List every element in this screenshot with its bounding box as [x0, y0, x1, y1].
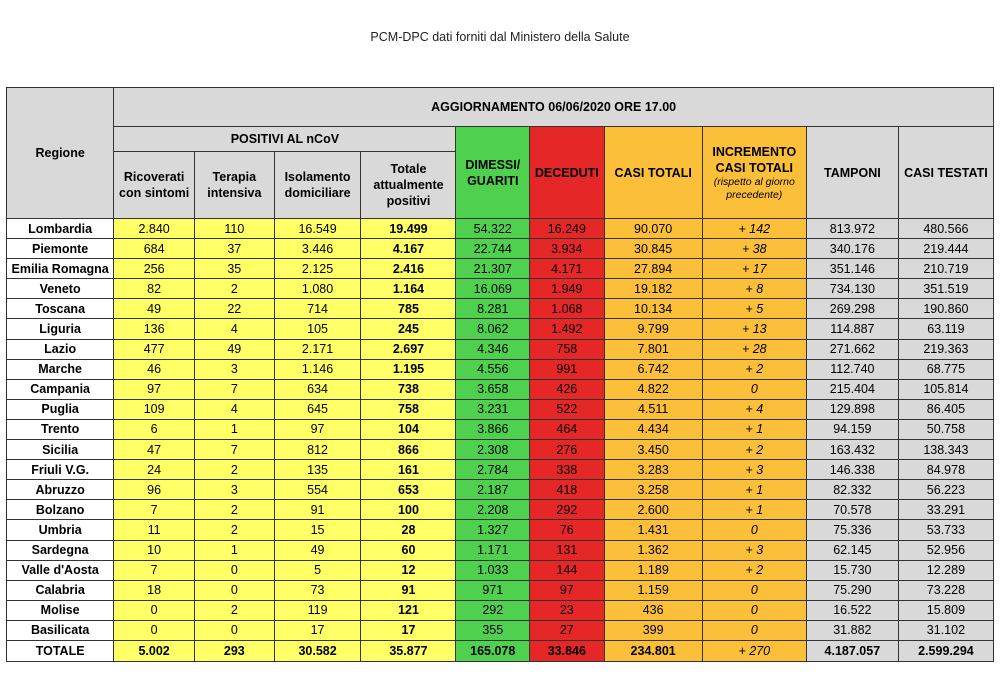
cell-isolamento: 91: [274, 500, 361, 520]
cell-deceduti: 144: [530, 560, 605, 580]
cell-tamponi: 4.187.057: [806, 640, 898, 661]
cell-totale-positivi: 91: [361, 580, 456, 600]
cell-deceduti: 292: [530, 500, 605, 520]
cell-ricoverati: 10: [114, 540, 195, 560]
cell-casi-testati: 15.809: [898, 600, 993, 620]
cell-incremento: 0: [702, 520, 806, 540]
header-casi-testati: CASI TESTATI: [898, 127, 993, 219]
cell-terapia: 22: [194, 299, 274, 319]
cell-regione: Liguria: [7, 319, 114, 339]
cell-casi-totali: 2.600: [604, 500, 702, 520]
table-row: [7, 460, 994, 480]
cell-regione: Piemonte: [7, 239, 114, 259]
cell-totale-positivi: 2.697: [361, 339, 456, 359]
cell-terapia: 2: [194, 500, 274, 520]
cell-ricoverati: 11: [114, 520, 195, 540]
table-row: [7, 500, 994, 520]
header-incremento-title: INCREMENTO CASI TOTALI: [712, 144, 797, 175]
cell-dimessi: 355: [456, 620, 530, 640]
cell-deceduti: 464: [530, 419, 605, 439]
cell-terapia: 1: [194, 419, 274, 439]
table-row: [7, 480, 994, 500]
cell-incremento: + 13: [702, 319, 806, 339]
table-row: [7, 319, 994, 339]
cell-regione: Emilia Romagna: [7, 259, 114, 279]
cell-incremento: + 4: [702, 399, 806, 419]
cell-casi-testati: 68.775: [898, 359, 993, 379]
header-casi-totali: CASI TOTALI: [604, 127, 702, 219]
cell-regione: Basilicata: [7, 620, 114, 640]
cell-casi-totali: 4.511: [604, 399, 702, 419]
cell-incremento: 0: [702, 580, 806, 600]
cell-dimessi: 971: [456, 580, 530, 600]
cell-terapia: 4: [194, 319, 274, 339]
table-row: [7, 600, 994, 620]
cell-isolamento: 105: [274, 319, 361, 339]
cell-casi-testati: 33.291: [898, 500, 993, 520]
cell-dimessi: 54.322: [456, 219, 530, 239]
cell-ricoverati: 18: [114, 580, 195, 600]
cell-casi-totali: 1.159: [604, 580, 702, 600]
cell-regione: Bolzano: [7, 500, 114, 520]
cell-terapia: 4: [194, 399, 274, 419]
cell-tamponi: 75.290: [806, 580, 898, 600]
cell-terapia: 1: [194, 540, 274, 560]
cell-incremento: + 1: [702, 419, 806, 439]
cell-terapia: 3: [194, 359, 274, 379]
table-row: [7, 419, 994, 439]
cell-tamponi: 112.740: [806, 359, 898, 379]
cell-isolamento: 119: [274, 600, 361, 620]
cell-regione: Veneto: [7, 279, 114, 299]
cell-incremento: + 2: [702, 359, 806, 379]
cell-casi-totali: 30.845: [604, 239, 702, 259]
cell-totale-positivi: 104: [361, 419, 456, 439]
cell-regione: Lazio: [7, 339, 114, 359]
cell-casi-totali: 27.894: [604, 259, 702, 279]
cell-isolamento: 97: [274, 419, 361, 439]
cell-regione: Sardegna: [7, 540, 114, 560]
cell-incremento: + 1: [702, 500, 806, 520]
cell-deceduti: 276: [530, 440, 605, 460]
cell-deceduti: 76: [530, 520, 605, 540]
cell-totale-positivi: 2.416: [361, 259, 456, 279]
cell-casi-totali: 3.258: [604, 480, 702, 500]
cell-casi-testati: 53.733: [898, 520, 993, 540]
header-incremento-note: (rispetto al giorno precedente): [713, 175, 795, 201]
table-row: [7, 279, 994, 299]
cell-casi-totali: 436: [604, 600, 702, 620]
cell-isolamento: 812: [274, 440, 361, 460]
cell-totale-positivi: 12: [361, 560, 456, 580]
cell-isolamento: 16.549: [274, 219, 361, 239]
cell-casi-testati: 56.223: [898, 480, 993, 500]
table-row: [7, 440, 994, 460]
cell-ricoverati: 24: [114, 460, 195, 480]
cell-deceduti: 27: [530, 620, 605, 640]
cell-casi-testati: 210.719: [898, 259, 993, 279]
cell-dimessi: 2.308: [456, 440, 530, 460]
cell-casi-testati: 219.363: [898, 339, 993, 359]
cell-ricoverati: 684: [114, 239, 195, 259]
cell-incremento: + 2: [702, 560, 806, 580]
cell-ricoverati: 5.002: [114, 640, 195, 661]
cell-casi-testati: 50.758: [898, 419, 993, 439]
cell-dimessi: 21.307: [456, 259, 530, 279]
cell-totale-positivi: 121: [361, 600, 456, 620]
cell-terapia: 2: [194, 600, 274, 620]
cell-dimessi: 1.327: [456, 520, 530, 540]
cell-terapia: 2: [194, 460, 274, 480]
cell-regione: Toscana: [7, 299, 114, 319]
header-aggiornamento: AGGIORNAMENTO 06/06/2020 ORE 17.00: [114, 88, 994, 127]
cell-casi-testati: 52.956: [898, 540, 993, 560]
cell-totale-positivi: 4.167: [361, 239, 456, 259]
cell-isolamento: 135: [274, 460, 361, 480]
table-row: [7, 259, 994, 279]
cell-dimessi: 1.171: [456, 540, 530, 560]
cell-dimessi: 2.208: [456, 500, 530, 520]
cell-isolamento: 2.171: [274, 339, 361, 359]
cell-casi-testati: 73.228: [898, 580, 993, 600]
cell-isolamento: 30.582: [274, 640, 361, 661]
cell-casi-testati: 351.519: [898, 279, 993, 299]
cell-ricoverati: 0: [114, 600, 195, 620]
cell-casi-testati: 31.102: [898, 620, 993, 640]
cell-isolamento: 3.446: [274, 239, 361, 259]
cell-dimessi: 3.658: [456, 379, 530, 399]
cell-tamponi: 31.882: [806, 620, 898, 640]
cell-tamponi: 351.146: [806, 259, 898, 279]
cell-casi-testati: 84.978: [898, 460, 993, 480]
cell-casi-testati: 63.119: [898, 319, 993, 339]
header-isolamento: Isolamento domiciliare: [274, 152, 361, 219]
cell-deceduti: 16.249: [530, 219, 605, 239]
header-incremento: [702, 127, 806, 219]
cell-casi-testati: 105.814: [898, 379, 993, 399]
cell-tamponi: 62.145: [806, 540, 898, 560]
cell-tamponi: 813.972: [806, 219, 898, 239]
table-row: [7, 359, 994, 379]
cell-dimessi: 8.062: [456, 319, 530, 339]
cell-ricoverati: 7: [114, 500, 195, 520]
cell-deceduti: 1.492: [530, 319, 605, 339]
cell-isolamento: 1.080: [274, 279, 361, 299]
cell-incremento: + 28: [702, 339, 806, 359]
cell-ricoverati: 46: [114, 359, 195, 379]
cell-totale-positivi: 100: [361, 500, 456, 520]
cell-incremento: + 1: [702, 480, 806, 500]
table-row: [7, 239, 994, 259]
cell-deceduti: 758: [530, 339, 605, 359]
covid-regional-table: [6, 87, 994, 662]
cell-tamponi: 215.404: [806, 379, 898, 399]
cell-regione: Marche: [7, 359, 114, 379]
cell-casi-totali: 234.801: [604, 640, 702, 661]
cell-totale-positivi: 653: [361, 480, 456, 500]
cell-totale-positivi: 35.877: [361, 640, 456, 661]
cell-ricoverati: 96: [114, 480, 195, 500]
cell-tamponi: 70.578: [806, 500, 898, 520]
table-row: [7, 299, 994, 319]
cell-incremento: + 3: [702, 460, 806, 480]
cell-regione: Campania: [7, 379, 114, 399]
cell-isolamento: 15: [274, 520, 361, 540]
header-terapia: Terapia intensiva: [194, 152, 274, 219]
table-row: [7, 399, 994, 419]
cell-casi-totali: 90.070: [604, 219, 702, 239]
cell-casi-testati: 2.599.294: [898, 640, 993, 661]
table-row: [7, 540, 994, 560]
cell-casi-totali: 7.801: [604, 339, 702, 359]
cell-dimessi: 3.866: [456, 419, 530, 439]
cell-casi-testati: 480.566: [898, 219, 993, 239]
cell-terapia: 0: [194, 580, 274, 600]
header-regione: Regione: [7, 88, 114, 219]
cell-tamponi: 82.332: [806, 480, 898, 500]
cell-totale-positivi: 28: [361, 520, 456, 540]
header-ricoverati: Ricoverati con sintomi: [114, 152, 195, 219]
cell-tamponi: 15.730: [806, 560, 898, 580]
cell-dimessi: 292: [456, 600, 530, 620]
cell-isolamento: 49: [274, 540, 361, 560]
header-deceduti: DECEDUTI: [530, 127, 605, 219]
cell-deceduti: 131: [530, 540, 605, 560]
cell-deceduti: 522: [530, 399, 605, 419]
cell-totale-positivi: 1.164: [361, 279, 456, 299]
cell-terapia: 7: [194, 440, 274, 460]
header-positivi: POSITIVI AL nCoV: [114, 127, 456, 152]
cell-terapia: 49: [194, 339, 274, 359]
cell-ricoverati: 0: [114, 620, 195, 640]
cell-tamponi: 340.176: [806, 239, 898, 259]
cell-casi-totali: 9.799: [604, 319, 702, 339]
cell-tamponi: 16.522: [806, 600, 898, 620]
cell-casi-testati: 138.343: [898, 440, 993, 460]
cell-incremento: + 5: [702, 299, 806, 319]
source-title: PCM-DPC dati forniti dal Ministero della Salute: [370, 30, 630, 44]
cell-casi-totali: 1.362: [604, 540, 702, 560]
cell-incremento: + 8: [702, 279, 806, 299]
cell-terapia: 2: [194, 279, 274, 299]
cell-tamponi: 114.887: [806, 319, 898, 339]
cell-casi-totali: 19.182: [604, 279, 702, 299]
cell-tamponi: 94.159: [806, 419, 898, 439]
cell-deceduti: 426: [530, 379, 605, 399]
cell-totale-positivi: 17: [361, 620, 456, 640]
cell-terapia: 110: [194, 219, 274, 239]
cell-deceduti: 3.934: [530, 239, 605, 259]
total-row: [7, 640, 994, 661]
cell-totale-positivi: 785: [361, 299, 456, 319]
table-body: [7, 219, 994, 662]
cell-casi-totali: 4.822: [604, 379, 702, 399]
cell-regione: Calabria: [7, 580, 114, 600]
cell-casi-totali: 4.434: [604, 419, 702, 439]
cell-isolamento: 554: [274, 480, 361, 500]
header-tamponi: TAMPONI: [806, 127, 898, 219]
header-dimessi: DIMESSI/ GUARITI: [456, 127, 530, 219]
cell-totale-positivi: 161: [361, 460, 456, 480]
cell-incremento: + 270: [702, 640, 806, 661]
table-row: [7, 520, 994, 540]
cell-terapia: 2: [194, 520, 274, 540]
cell-dimessi: 8.281: [456, 299, 530, 319]
cell-ricoverati: 477: [114, 339, 195, 359]
cell-casi-testati: 12.289: [898, 560, 993, 580]
cell-totale-positivi: 1.195: [361, 359, 456, 379]
cell-terapia: 37: [194, 239, 274, 259]
cell-deceduti: 97: [530, 580, 605, 600]
cell-tamponi: 146.338: [806, 460, 898, 480]
cell-dimessi: 3.231: [456, 399, 530, 419]
cell-totale-positivi: 60: [361, 540, 456, 560]
cell-deceduti: 4.171: [530, 259, 605, 279]
cell-dimessi: 4.556: [456, 359, 530, 379]
cell-ricoverati: 82: [114, 279, 195, 299]
cell-ricoverati: 109: [114, 399, 195, 419]
cell-ricoverati: 6: [114, 419, 195, 439]
cell-incremento: + 142: [702, 219, 806, 239]
cell-tamponi: 129.898: [806, 399, 898, 419]
cell-isolamento: 17: [274, 620, 361, 640]
cell-casi-testati: 219.444: [898, 239, 993, 259]
cell-ricoverati: 49: [114, 299, 195, 319]
cell-ricoverati: 2.840: [114, 219, 195, 239]
cell-terapia: 3: [194, 480, 274, 500]
cell-isolamento: 1.146: [274, 359, 361, 379]
cell-terapia: 0: [194, 620, 274, 640]
cell-ricoverati: 7: [114, 560, 195, 580]
cell-incremento: + 17: [702, 259, 806, 279]
cell-dimessi: 165.078: [456, 640, 530, 661]
cell-totale-positivi: 738: [361, 379, 456, 399]
cell-dimessi: 4.346: [456, 339, 530, 359]
cell-tamponi: 75.336: [806, 520, 898, 540]
cell-totale-positivi: 758: [361, 399, 456, 419]
cell-totale-positivi: 866: [361, 440, 456, 460]
cell-regione: Valle d'Aosta: [7, 560, 114, 580]
cell-incremento: 0: [702, 620, 806, 640]
cell-ricoverati: 136: [114, 319, 195, 339]
cell-isolamento: 714: [274, 299, 361, 319]
cell-ricoverati: 47: [114, 440, 195, 460]
cell-incremento: + 2: [702, 440, 806, 460]
table-row: [7, 560, 994, 580]
cell-tamponi: 269.298: [806, 299, 898, 319]
cell-casi-totali: 399: [604, 620, 702, 640]
cell-isolamento: 5: [274, 560, 361, 580]
cell-deceduti: 991: [530, 359, 605, 379]
header-totale-positivi: Totale attualmente positivi: [361, 152, 456, 219]
cell-terapia: 7: [194, 379, 274, 399]
cell-dimessi: 2.187: [456, 480, 530, 500]
cell-ricoverati: 97: [114, 379, 195, 399]
table-row: [7, 379, 994, 399]
cell-casi-testati: 86.405: [898, 399, 993, 419]
cell-incremento: 0: [702, 379, 806, 399]
cell-regione: Friuli V.G.: [7, 460, 114, 480]
cell-terapia: 293: [194, 640, 274, 661]
cell-casi-totali: 3.450: [604, 440, 702, 460]
cell-casi-totali: 1.431: [604, 520, 702, 540]
cell-regione: Trento: [7, 419, 114, 439]
cell-deceduti: 1.068: [530, 299, 605, 319]
cell-casi-totali: 3.283: [604, 460, 702, 480]
cell-deceduti: 338: [530, 460, 605, 480]
cell-ricoverati: 256: [114, 259, 195, 279]
cell-casi-totali: 1.189: [604, 560, 702, 580]
cell-deceduti: 33.846: [530, 640, 605, 661]
table-row: [7, 339, 994, 359]
cell-dimessi: 1.033: [456, 560, 530, 580]
cell-tamponi: 163.432: [806, 440, 898, 460]
cell-regione: Umbria: [7, 520, 114, 540]
cell-totale-positivi: 245: [361, 319, 456, 339]
cell-tamponi: 271.662: [806, 339, 898, 359]
cell-isolamento: 645: [274, 399, 361, 419]
cell-casi-totali: 6.742: [604, 359, 702, 379]
cell-terapia: 0: [194, 560, 274, 580]
cell-dimessi: 22.744: [456, 239, 530, 259]
cell-incremento: + 38: [702, 239, 806, 259]
cell-isolamento: 634: [274, 379, 361, 399]
cell-terapia: 35: [194, 259, 274, 279]
cell-regione: Sicilia: [7, 440, 114, 460]
cell-regione: Abruzzo: [7, 480, 114, 500]
table-row: [7, 219, 994, 239]
cell-deceduti: 1.949: [530, 279, 605, 299]
cell-regione: Puglia: [7, 399, 114, 419]
cell-isolamento: 2.125: [274, 259, 361, 279]
cell-regione: TOTALE: [7, 640, 114, 661]
table-row: [7, 580, 994, 600]
cell-casi-testati: 190.860: [898, 299, 993, 319]
cell-tamponi: 734.130: [806, 279, 898, 299]
cell-incremento: 0: [702, 600, 806, 620]
cell-regione: Molise: [7, 600, 114, 620]
cell-deceduti: 418: [530, 480, 605, 500]
cell-incremento: + 3: [702, 540, 806, 560]
cell-dimessi: 2.784: [456, 460, 530, 480]
cell-dimessi: 16.069: [456, 279, 530, 299]
cell-casi-totali: 10.134: [604, 299, 702, 319]
table-row: [7, 620, 994, 640]
cell-regione: Lombardia: [7, 219, 114, 239]
cell-deceduti: 23: [530, 600, 605, 620]
cell-totale-positivi: 19.499: [361, 219, 456, 239]
cell-isolamento: 73: [274, 580, 361, 600]
